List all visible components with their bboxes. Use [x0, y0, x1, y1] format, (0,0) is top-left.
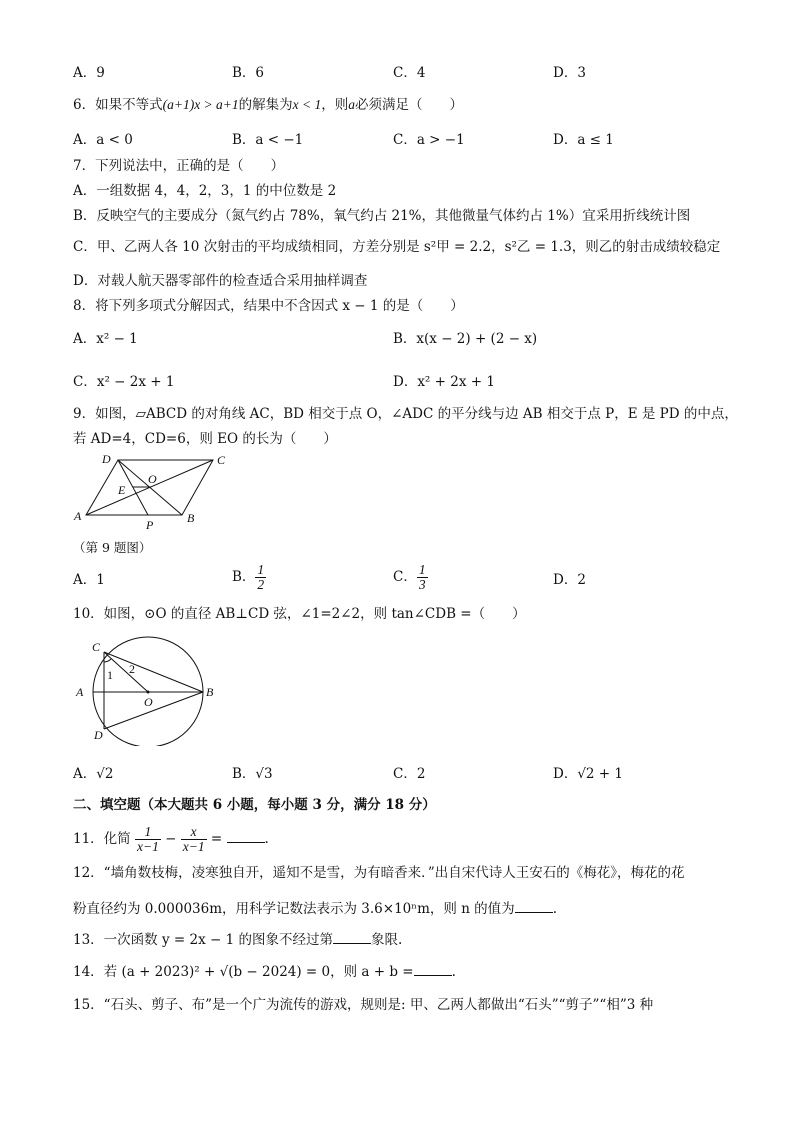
q7-option-b: B．反映空气的主要成分（氮气约占 78%，氧气约占 21%，其他微量气体约占 1%）宜采用折线统计图 — [73, 208, 691, 224]
q10-label-d: D — [94, 728, 103, 742]
q7-option-a: A．一组数据 4，4，2，3，1 的中位数是 2 — [73, 183, 337, 199]
q6-option-a: A．a < 0 — [73, 132, 133, 148]
q10-option-b: B．√3 — [232, 766, 273, 782]
q7-option-c: C．甲、乙两人各 10 次射击的平均成绩相同，方差分别是 s²甲 = 2.2，s²乙 = 1.3，则乙的射击成绩较稳定 — [73, 239, 721, 255]
q6-stem-a: 6．如果不等式 — [73, 97, 163, 113]
q5-option-d: D．3 — [553, 65, 586, 81]
q14-end: . — [451, 964, 456, 980]
q13-line — [73, 929, 402, 950]
q9-label-p: P — [146, 518, 154, 532]
q9-option-c-numerator: 1 — [418, 562, 426, 577]
q11-end: . — [264, 831, 269, 847]
q6-variable: a — [348, 97, 356, 112]
q6-stem — [73, 95, 463, 115]
q9-label-o: O — [148, 472, 157, 486]
q9-label-a: A — [74, 509, 82, 523]
q9-option-b-prefix: B． — [232, 569, 256, 585]
q9-caption: （第 9 题图） — [73, 540, 152, 555]
q10-label-b: B — [206, 685, 214, 699]
q7-option-d: D．对载人航天器零部件的检查适合采用抽样调查 — [73, 273, 368, 289]
q6-stem-b: 的解集为 — [238, 97, 293, 113]
q10-segment-cb — [104, 652, 203, 692]
q9-label-b: B — [187, 511, 195, 525]
q9-stem-line2: 若 AD=4，CD=6，则 EO 的长为（ ） — [73, 431, 337, 447]
q11-equals: = — [210, 831, 223, 847]
q5-option-b: B．6 — [232, 65, 265, 81]
q6-stem-c: ，则 — [321, 97, 349, 113]
q6-option-c: C．a > −1 — [393, 132, 465, 148]
q12-line2-text: 粉直径约为 0.000036m，用科学记数法表示为 3.6×10ⁿm，则 n 的值为 — [73, 901, 515, 917]
q11-line — [73, 822, 269, 856]
q7-stem: 7．下列说法中，正确的是（ ） — [73, 158, 285, 174]
q10-center-dot — [147, 691, 150, 694]
q8-option-c: C．x² − 2x + 1 — [73, 374, 175, 390]
q10-label-a: A — [76, 685, 84, 699]
q9-option-b-fraction — [255, 563, 266, 592]
section-2-heading: 二、填空题（本大题共 6 小题，每小题 3 分，满分 18 分） — [73, 797, 436, 813]
q10-option-d: D．√2 + 1 — [553, 766, 623, 782]
q8-option-d: D．x² + 2x + 1 — [393, 374, 495, 390]
q11-minus: − — [165, 831, 177, 847]
q6-inequality: (a+1)x > a+1 — [162, 97, 239, 112]
q10-label-o: O — [144, 695, 153, 709]
q5-option-c: C．4 — [393, 65, 426, 81]
q9-label-e: E — [118, 483, 126, 497]
q9-option-b-numerator: 1 — [257, 562, 265, 577]
q11-fraction-1-numerator: 1 — [135, 825, 161, 840]
q11-prefix: 11．化简 — [73, 831, 131, 847]
q11-fraction-1 — [135, 825, 161, 854]
q14-text: 14．若 (a + 2023)² + √(b − 2024) = 0，则 a + b = — [73, 964, 414, 980]
q13-answer-blank — [333, 929, 371, 944]
q9-option-c — [393, 563, 428, 592]
q13-end: 象限. — [370, 932, 403, 948]
q8-stem: 8．将下列多项式分解因式，结果中不含因式 x − 1 的是（ ） — [73, 298, 464, 314]
q6-option-d: D．a ≤ 1 — [553, 132, 614, 148]
q10-stem: 10．如图，⊙O 的直径 AB⊥CD 弦，∠1=2∠2，则 tan∠CDB =（ ） — [73, 606, 526, 622]
q15-line1: 15．“石头、剪子、布”是一个广为流传的游戏，规则是: 甲、乙两人都做出“石头”“剪子”“相”3 种 — [73, 997, 654, 1013]
q5-option-a: A．9 — [73, 65, 105, 81]
q9-option-c-denominator: 3 — [418, 577, 426, 592]
q11-answer-blank — [227, 828, 265, 843]
q6-option-b: B．a < −1 — [232, 132, 304, 148]
q9-stem-line1: 9．如图，▱ABCD 的对角线 AC，BD 相交于点 O，∠ADC 的平分线与边 AB 相交于点 P，E 是 PD 的中点， — [73, 406, 738, 422]
q6-solution: x < 1 — [292, 97, 322, 112]
q8-option-b: B．x(x − 2) + (2 − x) — [393, 331, 538, 347]
q10-label-angle-2: 2 — [129, 662, 135, 676]
q13-text: 13．一次函数 y = 2x − 1 的图象不经过第 — [73, 932, 333, 948]
q9-label-d: D — [102, 452, 111, 466]
q9-option-b-denominator: 2 — [257, 577, 265, 592]
q10-label-c: C — [92, 640, 101, 654]
q11-fraction-2 — [181, 825, 207, 854]
q9-option-a: A．1 — [73, 572, 105, 588]
q9-option-d: D．2 — [553, 572, 586, 588]
q12-answer-blank — [515, 898, 553, 913]
q11-fraction-2-denominator: x−1 — [182, 839, 205, 854]
q9-parallelogram-figure — [68, 452, 238, 534]
q10-angle-arc — [104, 659, 111, 662]
q12-line1: 12．“墙角数枝梅，凌寒独自开，遥知不是雪，为有暗香来．”出自宋代诗人王安石的《梅花》，梅花的花 — [73, 865, 685, 881]
q10-circle-figure — [70, 636, 220, 746]
q14-answer-blank — [414, 961, 452, 976]
q9-label-c: C — [217, 453, 226, 467]
q11-fraction-2-numerator: x — [181, 825, 207, 840]
q11-fraction-1-denominator: x−1 — [136, 839, 159, 854]
q10-option-a: A．√2 — [73, 766, 114, 782]
q10-label-angle-1: 1 — [107, 668, 113, 682]
q12-line2-end: . — [552, 901, 557, 917]
q10-segment-db — [104, 692, 203, 729]
q9-option-c-fraction — [417, 563, 428, 592]
q10-option-c: C．2 — [393, 766, 426, 782]
q6-stem-d: 必须满足（ ） — [355, 97, 464, 113]
q12-line2 — [73, 898, 557, 919]
q9-option-c-prefix: C． — [393, 569, 417, 585]
q14-line — [73, 961, 456, 982]
q8-option-a: A．x² − 1 — [73, 331, 138, 347]
q9-option-b — [232, 563, 266, 592]
